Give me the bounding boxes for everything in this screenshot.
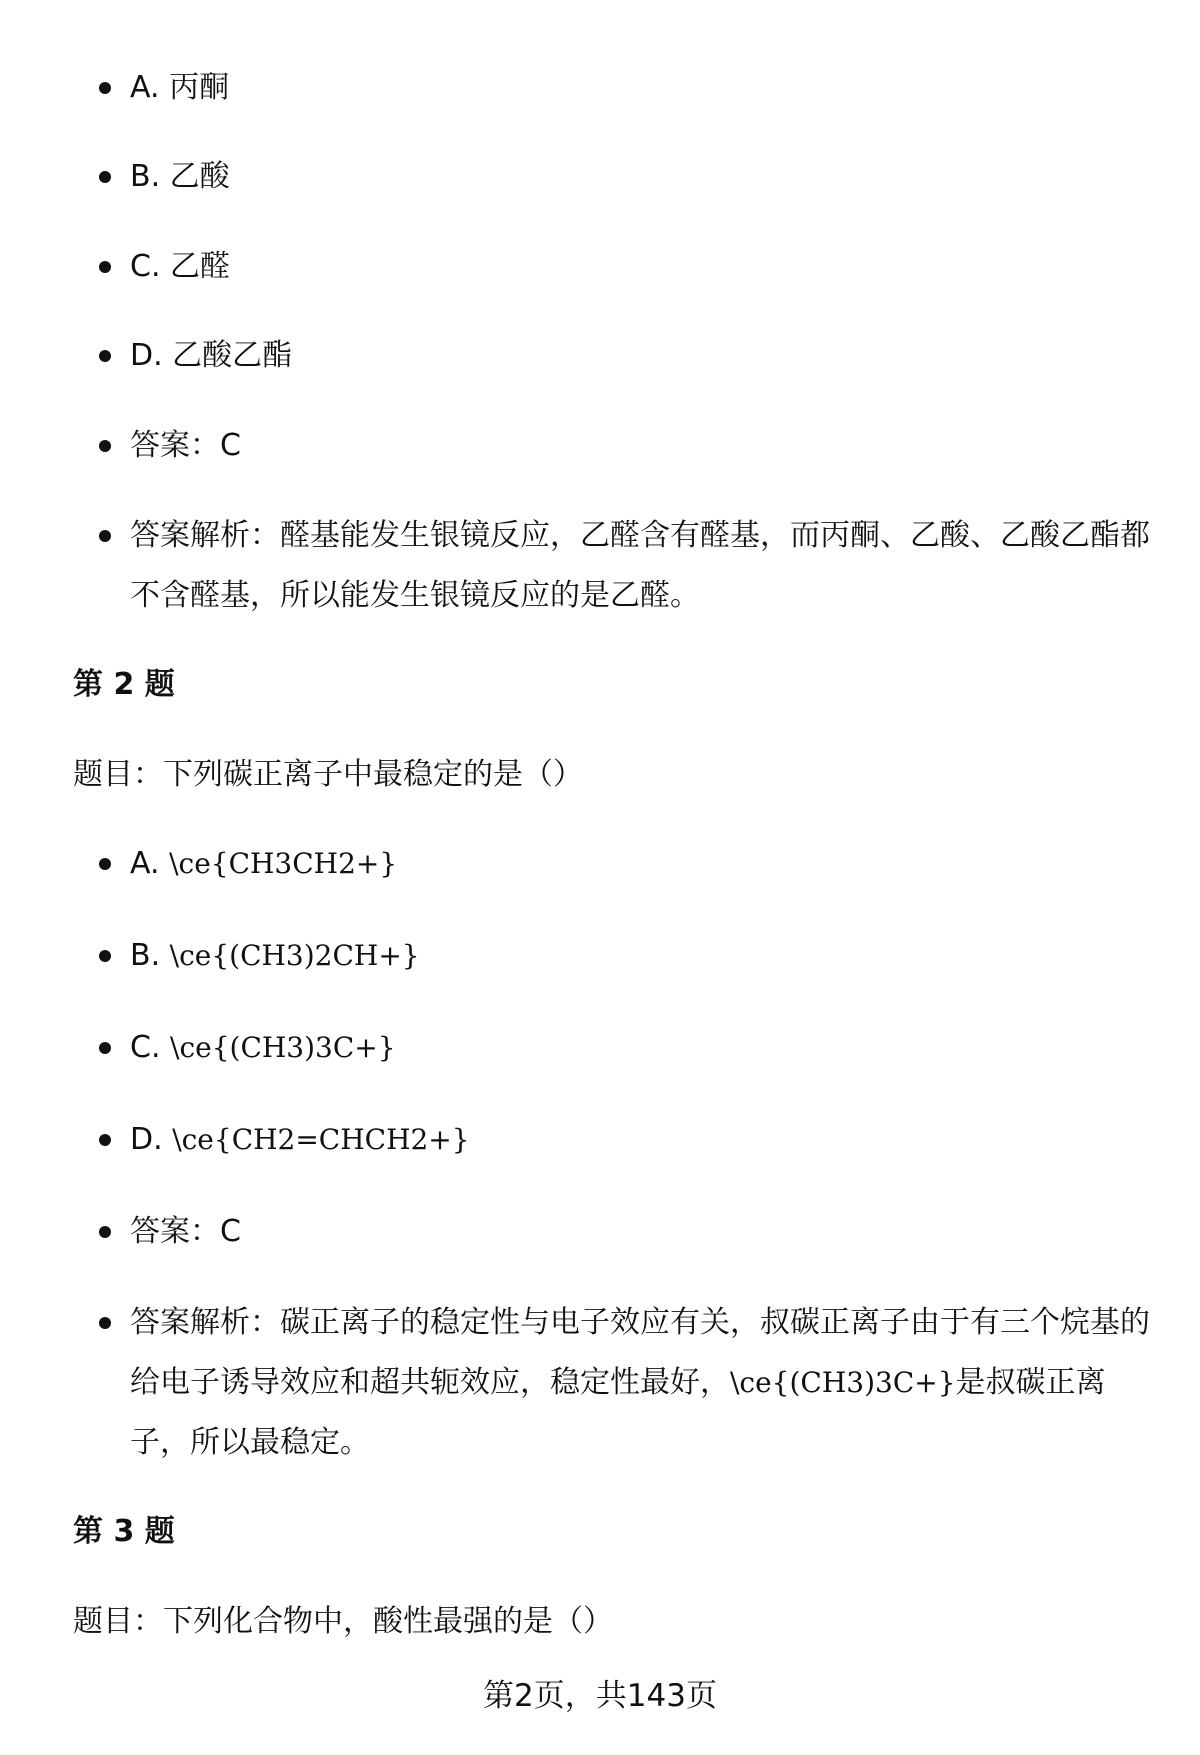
q2-option-a [130, 834, 1150, 894]
option-formula: \ce{(CH3)3C+} [170, 1031, 396, 1064]
option-prefix: A. [130, 846, 170, 881]
q2-option-b [130, 926, 1150, 986]
option-formula: \ce{(CH3)2CH+} [169, 939, 420, 972]
q2-question: 题目：下列碳正离子中最稳定的是（） [73, 757, 583, 792]
q3-question: 题目：下列化合物中，酸性最强的是（） [73, 1604, 613, 1639]
option-text: A. 丙酮 [130, 70, 230, 105]
q1-option-d [130, 326, 1150, 386]
option-prefix: B. [130, 938, 170, 973]
explanation-text-1: 答案解析：碳正离子的稳定性与电子效应有关，叔碳正离子由于有三个烷基的给电子诱导效应和超共轭效应，稳定性最好， [130, 1305, 1150, 1400]
q1-option-a [130, 58, 1150, 118]
explanation-formula: \ce{(CH3)3C+} [730, 1366, 956, 1399]
q2-answer [130, 1202, 1150, 1262]
bullet [99, 1317, 111, 1329]
q1-answer [130, 416, 1150, 476]
option-prefix: C. [130, 1030, 171, 1065]
q1-explanation [130, 506, 1150, 626]
option-formula: \ce{CH2=CHCH2+} [172, 1123, 470, 1156]
q2-explanation [130, 1293, 1150, 1473]
bullet [99, 1134, 111, 1146]
option-text: B. 乙酸 [130, 159, 230, 194]
option-text: C. 乙醛 [130, 249, 231, 284]
bullet [99, 440, 111, 452]
q1-option-b [130, 147, 1150, 207]
q2-heading: 第 2 题 [73, 667, 175, 702]
option-text: D. 乙酸乙酯 [130, 338, 293, 373]
bullet [99, 350, 111, 362]
option-prefix: D. [130, 1122, 173, 1157]
q2-option-d [130, 1110, 1150, 1170]
q3-heading: 第 3 题 [73, 1514, 175, 1549]
bullet [99, 950, 111, 962]
bullet [99, 82, 111, 94]
bullet [99, 1042, 111, 1054]
q2-option-c [130, 1018, 1150, 1078]
option-formula: \ce{CH3CH2+} [169, 847, 398, 880]
bullet [99, 171, 111, 183]
answer-text: 答案：C [130, 1214, 241, 1249]
q1-option-c [130, 237, 1150, 297]
page-footer: 第2页，共143页 [483, 1678, 717, 1714]
answer-text: 答案：C [130, 428, 241, 463]
bullet [99, 1226, 111, 1238]
bullet [99, 261, 111, 273]
bullet [99, 530, 111, 542]
bullet [99, 858, 111, 870]
explanation-text-2: 是叔碳正离子，所以最稳定。 [130, 1365, 1106, 1460]
explanation-text: 答案解析：醛基能发生银镜反应，乙醛含有醛基，而丙酮、乙酸、乙酸乙酯都不含醛基，所以能发生银镜反应的是乙醛。 [130, 518, 1150, 613]
